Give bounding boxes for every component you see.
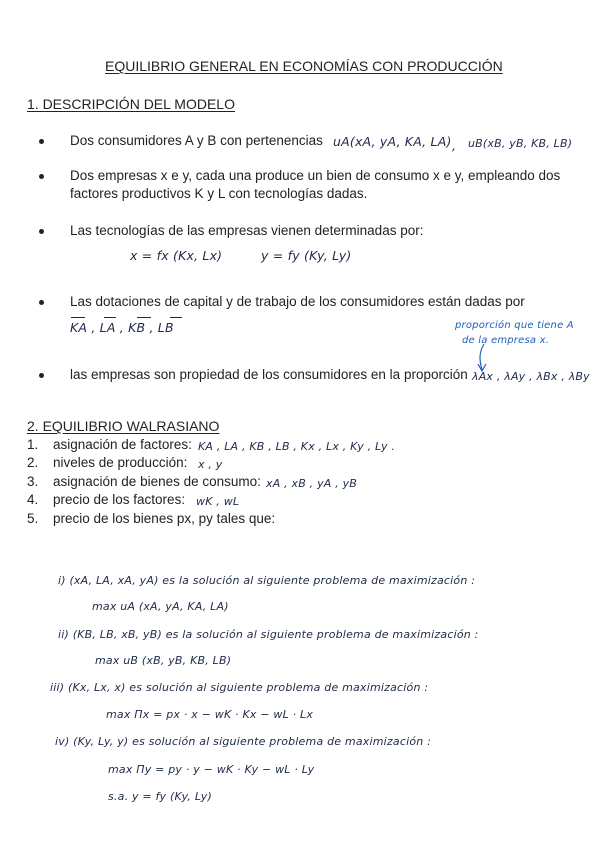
bullet-4: [39, 300, 44, 305]
endowment-bar-ka: [71, 317, 85, 318]
list-item-5-number: 5.: [27, 511, 39, 526]
condition-ii-objective: max uB (xB, yB, KB, LB): [95, 654, 232, 667]
bullet-4-text: Las dotaciones de capital y de trabajo de los consumidores están dadas por: [70, 294, 525, 309]
section-1-heading: 1. DESCRIPCIÓN DEL MODELO: [27, 96, 235, 112]
endowment-bar-lb: [170, 317, 182, 318]
bullet-2-line-2: factores productivos K y L con tecnologías dadas.: [70, 186, 368, 201]
list-item-1-text: asignación de factores:: [53, 437, 192, 452]
list-item-4-number: 4.: [27, 492, 39, 507]
condition-i-objective: max uA (xA, yA, KA, LA): [92, 600, 229, 613]
list-item-5-text: precio de los bienes px, py tales que:: [53, 511, 276, 526]
condition-iii-objective: max Πx = px · x − wK · Kx − wL · Lx: [106, 708, 314, 721]
list-item-3-number: 3.: [27, 474, 39, 489]
technology-x-handwritten: x = fx (Kx, Lx): [130, 248, 223, 263]
bullet-3-text: Las tecnologías de las empresas vienen determinadas por:: [70, 223, 424, 238]
list-item-1-handwritten: KA , LA , KB , LB , Kx , Lx , Ky , Ly .: [198, 440, 396, 453]
endowment-bar-la: [104, 317, 116, 318]
bullet-2: [39, 174, 44, 179]
ownership-annotation-line-2: de la empresa x.: [462, 335, 550, 346]
list-item-2-number: 2.: [27, 455, 39, 470]
list-item-1-number: 1.: [27, 437, 39, 452]
bullet-3: [39, 229, 44, 234]
utility-separator: ,: [452, 138, 457, 153]
utility-a-handwritten: uA(xA, yA, KA, LA): [333, 134, 452, 149]
condition-iv-constraint: s.a. y = fy (Ky, Ly): [108, 790, 212, 803]
bullet-1: [39, 139, 44, 144]
bullet-5-text: las empresas son propiedad de los consumidores en la proporción: [70, 367, 468, 382]
page-title: EQUILIBRIO GENERAL EN ECONOMÍAS CON PRODUCCIÓN: [105, 58, 503, 74]
endowments-handwritten: KA , LA , KB , LB: [70, 320, 174, 335]
condition-iv-objective: max Πy = py · y − wK · Ky − wL · Ly: [108, 763, 315, 776]
list-item-4-text: precio de los factores:: [53, 492, 186, 507]
list-item-3-text: asignación de bienes de consumo:: [53, 474, 261, 489]
list-item-4-handwritten: wK , wL: [196, 495, 240, 508]
list-item-2-text: niveles de producción:: [53, 455, 188, 470]
annotation-arrow-icon: [462, 340, 502, 374]
technology-y-handwritten: y = fy (Ky, Ly): [261, 248, 352, 263]
bullet-2-line-1: Dos empresas x e y, cada una produce un bien de consumo x e y, empleando dos: [70, 168, 561, 183]
condition-iii-statement: iii) (Kx, Lx, x) es solución al siguiente problema de maximización :: [50, 681, 429, 694]
list-item-2-handwritten: x , y: [198, 458, 223, 471]
bullet-1-text: Dos consumidores A y B con pertenencias: [70, 133, 323, 148]
endowment-bar-kb: [137, 317, 151, 318]
list-item-3-handwritten: xA , xB , yA , yB: [266, 477, 358, 490]
condition-iv-statement: iv) (Ky, Ly, y) es solución al siguiente problema de maximización :: [55, 735, 432, 748]
section-2-heading: 2. EQUILIBRIO WALRASIANO: [27, 418, 220, 434]
bullet-5: [39, 373, 44, 378]
condition-i-statement: i) (xA, LA, xA, yA) es la solución al siguiente problema de maximización :: [58, 574, 476, 587]
ownership-annotation-line-1: proporción que tiene A: [455, 320, 574, 331]
condition-ii-statement: ii) (KB, LB, xB, yB) es la solución al siguiente problema de maximización :: [58, 628, 479, 641]
utility-b-handwritten: uB(xB, yB, KB, LB): [468, 137, 573, 150]
ownership-shares-handwritten: λAx , λAy , λBx , λBy: [472, 370, 590, 383]
